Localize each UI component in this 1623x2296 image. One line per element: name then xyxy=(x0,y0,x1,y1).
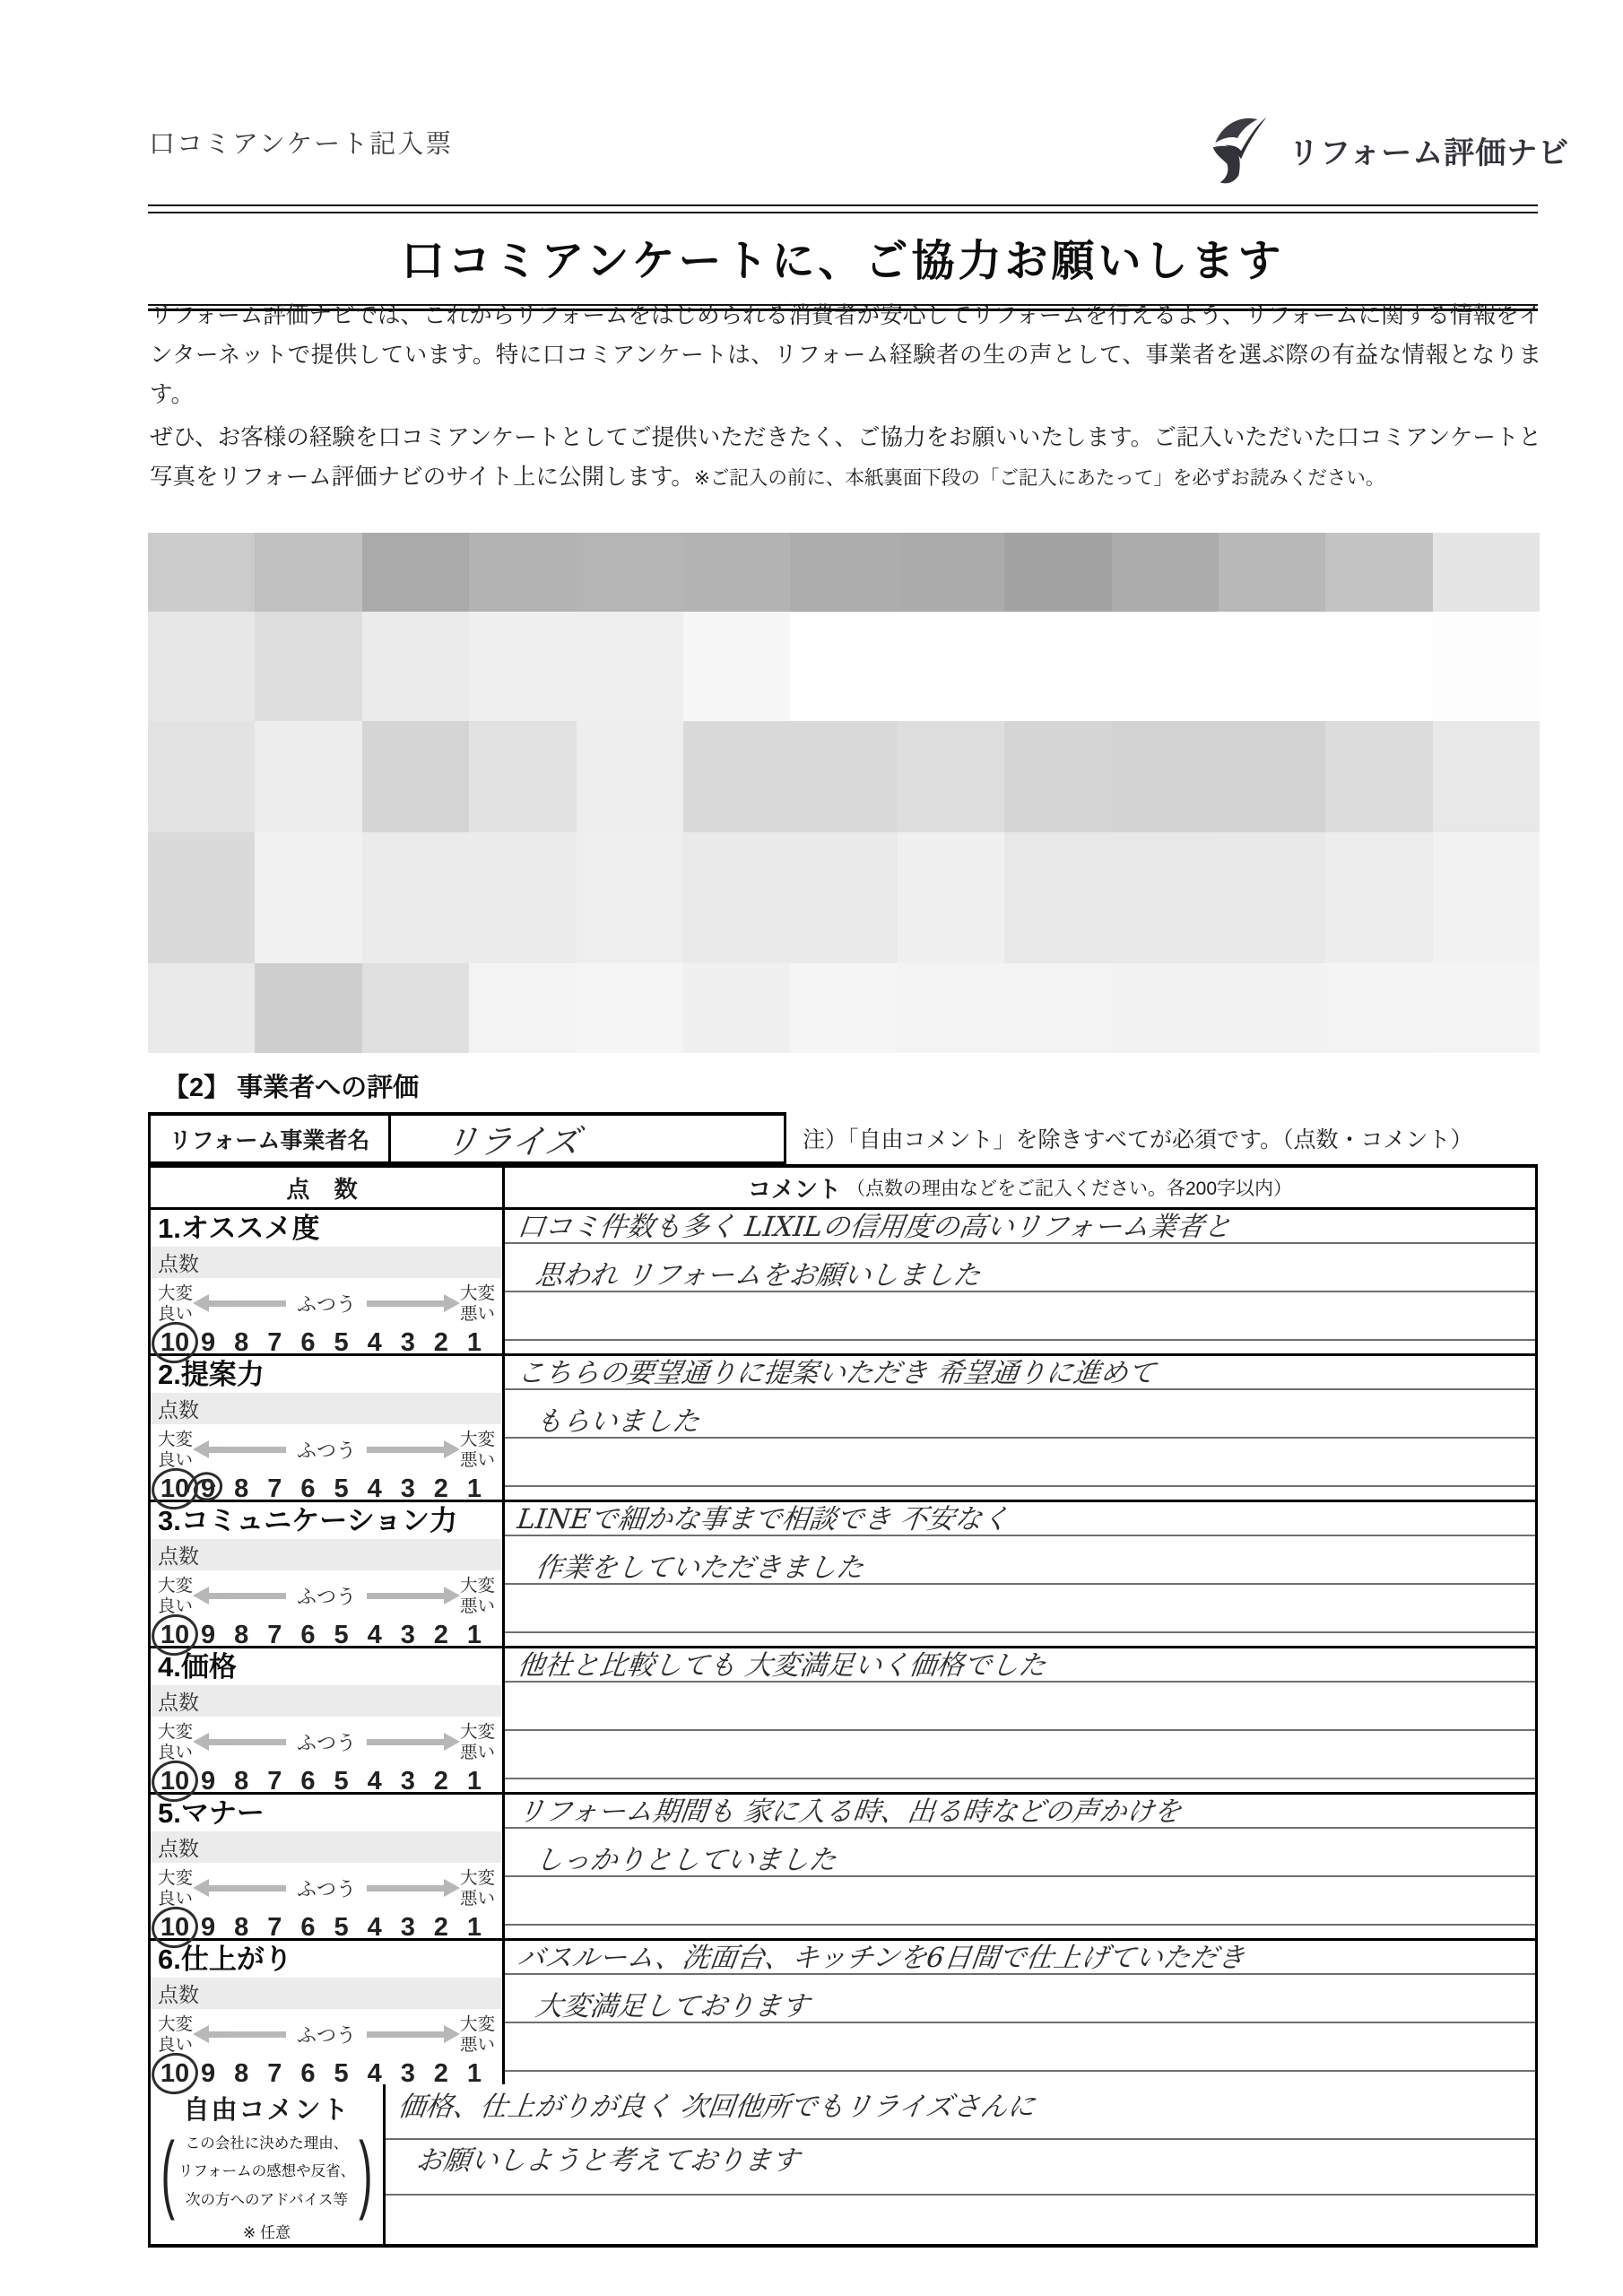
intro-paragraph-2 xyxy=(150,418,1541,497)
score-number: 3 xyxy=(400,1327,415,1357)
score-scale xyxy=(151,1424,502,1474)
comment-handwriting: 大変満足しております xyxy=(533,1991,812,2022)
score-number: 1 xyxy=(466,1327,482,1357)
score-number: 6 xyxy=(300,1474,316,1503)
score-number: 4 xyxy=(367,2058,382,2088)
score-scale xyxy=(151,1863,502,1912)
comment-handwriting: LINEで細かな事まで相談でき 不安なく xyxy=(515,1504,1011,1535)
writing-rule xyxy=(505,1729,1535,1731)
mosaic-cell xyxy=(469,832,576,963)
mosaic-cell xyxy=(1004,721,1111,832)
score-scale xyxy=(151,1570,502,1620)
score-label: 点数 xyxy=(151,1831,502,1863)
mosaic-cell xyxy=(1325,533,1432,612)
mosaic-cell xyxy=(790,533,897,612)
scale-right-label: 大変 悪い xyxy=(459,2014,495,2055)
rating-row xyxy=(151,1941,1535,2088)
mosaic-cell xyxy=(255,612,361,721)
mosaic-cell xyxy=(790,721,897,832)
score-label: 点数 xyxy=(151,1685,502,1717)
writing-rule xyxy=(386,2194,1535,2196)
score-number: 8 xyxy=(234,1474,249,1503)
mosaic-cell xyxy=(683,832,790,963)
intro-text xyxy=(150,296,1541,501)
score-numbers xyxy=(151,1621,502,1650)
scale-left-label: 大変 良い xyxy=(158,2014,194,2055)
rating-row xyxy=(151,1502,1535,1648)
mosaic-cell xyxy=(683,721,790,832)
score-cell xyxy=(151,1795,505,1942)
score-number: 4 xyxy=(367,1912,382,1942)
score-number: 9 xyxy=(193,1474,223,1504)
mosaic-cell xyxy=(469,533,576,612)
score-number: 8 xyxy=(234,1912,249,1942)
score-number: 6 xyxy=(300,1620,316,1649)
score-number: 7 xyxy=(267,1474,282,1503)
score-number: 9 xyxy=(201,1327,216,1357)
free-comment-optional: ※ 任意 xyxy=(243,2224,291,2242)
comment-handwriting: もらいました xyxy=(533,1406,702,1438)
scale-middle-label: ふつう xyxy=(296,1732,356,1755)
scale-arrow-right-icon xyxy=(367,1593,453,1599)
mosaic-cell xyxy=(469,963,576,1053)
comment-handwriting: 思われ リフォームをお願いしました xyxy=(533,1260,983,1292)
mosaic-cell xyxy=(1004,963,1111,1053)
rating-item-title: 6.仕上がり xyxy=(158,1944,292,1975)
mosaic-cell xyxy=(255,721,361,832)
free-comment-label-cell xyxy=(151,2084,386,2244)
score-number-circled: 10 xyxy=(160,1620,190,1649)
score-cell xyxy=(151,1941,505,2088)
comment-cell xyxy=(505,1210,1535,1353)
score-cell xyxy=(151,1356,505,1503)
score-number: 7 xyxy=(267,1912,282,1942)
comment-handwriting: こちらの要望通りに提案いただき 希望通りに進めて xyxy=(515,1358,1158,1389)
score-number: 4 xyxy=(367,1474,382,1503)
score-cell xyxy=(151,1502,505,1649)
score-number: 7 xyxy=(267,1327,282,1357)
comment-header-note: （点数の理由などをご記入ください。各200字以内） xyxy=(846,1178,1293,1199)
scale-left-label: 大変 良い xyxy=(158,1283,194,1324)
mosaic-row xyxy=(148,721,1540,832)
mosaic-cell xyxy=(148,533,255,612)
free-comment-row xyxy=(151,2084,1535,2244)
rating-item-title: 1.オススメ度 xyxy=(158,1213,320,1244)
score-number: 1 xyxy=(466,1912,482,1942)
scale-right-label: 大変 悪い xyxy=(459,1722,495,1762)
table-header-row xyxy=(151,1168,1535,1210)
score-number: 9 xyxy=(201,1912,216,1942)
mosaic-cell xyxy=(898,612,1004,721)
mosaic-cell xyxy=(1219,963,1325,1053)
comment-handwriting: しっかりとしていました xyxy=(533,1845,838,1876)
score-number: 9 xyxy=(201,2058,216,2088)
scale-arrow-right-icon xyxy=(367,1300,453,1307)
score-number: 3 xyxy=(400,1474,415,1503)
free-comment-description xyxy=(161,2123,373,2222)
comment-handwriting: 他社と比較しても 大変満足いく価格でした xyxy=(515,1650,1048,1682)
mosaic-cell xyxy=(1325,832,1432,963)
score-number: 8 xyxy=(234,1766,249,1796)
free-comment-handwriting: 価格、仕上がりが良く 次回他所でもリライズさんに xyxy=(395,2092,1037,2123)
redacted-photo-area xyxy=(148,533,1540,1053)
score-number-circled: 10 xyxy=(160,1327,190,1357)
scale-right-label: 大変 悪い xyxy=(459,1868,495,1909)
mosaic-cell xyxy=(362,612,469,721)
comment-handwriting: リフォーム期間も 家に入る時、出る時などの声かけを xyxy=(515,1796,1184,1828)
mosaic-cell xyxy=(1112,612,1219,721)
writing-rule xyxy=(505,1631,1535,1633)
score-scale xyxy=(151,1278,502,1327)
scale-left-label: 大変 良い xyxy=(158,1430,194,1470)
score-number-circled: 10 xyxy=(160,2058,190,2088)
comment-cell xyxy=(505,1648,1535,1792)
free-desc-line: この会社に決めた理由、 xyxy=(185,2135,349,2152)
rating-item-title: 5.マナー xyxy=(158,1797,265,1829)
mosaic-cell xyxy=(898,533,1004,612)
scale-arrow-right-icon xyxy=(367,1447,453,1453)
mosaic-cell xyxy=(790,612,897,721)
mosaic-row xyxy=(148,533,1540,612)
brand-logo-icon xyxy=(1206,112,1276,187)
score-number: 1 xyxy=(466,2058,482,2088)
mosaic-cell xyxy=(1325,612,1432,721)
score-number: 2 xyxy=(433,1327,448,1357)
rating-row xyxy=(151,1648,1535,1795)
score-number: 5 xyxy=(334,1327,349,1357)
mosaic-cell xyxy=(683,612,790,721)
score-number: 7 xyxy=(267,1766,282,1796)
rating-item-title: 4.価格 xyxy=(158,1651,237,1683)
free-comment-cell xyxy=(386,2084,1535,2244)
scale-left-label: 大変 良い xyxy=(158,1868,194,1909)
scale-middle-label: ふつう xyxy=(296,1586,356,1609)
rating-row xyxy=(151,1795,1535,1941)
writing-rule xyxy=(505,1924,1535,1926)
score-scale xyxy=(151,1717,502,1766)
scale-arrow-left-icon xyxy=(200,1447,286,1453)
score-number: 2 xyxy=(433,1912,448,1942)
mosaic-cell xyxy=(577,533,683,612)
mosaic-row xyxy=(148,832,1540,963)
scale-right-label: 大変 悪い xyxy=(459,1576,495,1616)
score-number: 8 xyxy=(234,1327,249,1357)
free-desc-line: リフォームの感想や反省、 xyxy=(178,2163,356,2180)
score-label: 点数 xyxy=(151,1539,502,1570)
intro-paragraph-2-main: ぜひ、お客様の経験を口コミアンケートとしてご提供いただきたく、ご協力をお願いいたします。ご記入いただいた口コミアンケートと写真をリフォーム評価ナビのサイト上に公開します。 xyxy=(150,425,1541,491)
mosaic-cell xyxy=(683,963,790,1053)
score-number: 2 xyxy=(433,1620,448,1649)
vendor-row xyxy=(148,1112,1538,1164)
score-number: 5 xyxy=(334,2058,349,2088)
score-label: 点数 xyxy=(151,1393,502,1424)
free-comment-handwriting: お願いしようと考えております xyxy=(413,2145,802,2177)
mosaic-cell xyxy=(1112,533,1219,612)
score-number: 1 xyxy=(466,1766,482,1796)
mosaic-cell xyxy=(683,533,790,612)
mosaic-cell xyxy=(1219,533,1325,612)
scale-left-label: 大変 良い xyxy=(158,1576,194,1616)
mosaic-cell xyxy=(577,721,683,832)
free-comment-description-lines xyxy=(175,2130,359,2214)
mosaic-cell xyxy=(469,612,576,721)
mosaic-cell xyxy=(148,963,255,1053)
comment-cell xyxy=(505,1356,1535,1500)
score-column-header: 点 数 xyxy=(151,1168,505,1207)
mosaic-cell xyxy=(1004,612,1111,721)
score-number: 2 xyxy=(433,1766,448,1796)
vendor-box xyxy=(148,1112,786,1164)
mosaic-cell xyxy=(1433,832,1540,963)
scale-right-label: 大変 悪い xyxy=(459,1430,495,1470)
free-comment-title: 自由コメント xyxy=(183,2096,351,2125)
brand-name: リフォーム評価ナビ xyxy=(1289,135,1570,170)
brand-logo xyxy=(1206,112,1569,187)
writing-rule xyxy=(505,1778,1535,1779)
rating-row xyxy=(151,1356,1535,1502)
score-number: 3 xyxy=(400,1766,415,1796)
mosaic-cell xyxy=(362,832,469,963)
mosaic-row xyxy=(148,612,1540,721)
score-numbers xyxy=(151,1913,502,1943)
mosaic-cell xyxy=(1219,612,1325,721)
mosaic-cell xyxy=(1433,533,1540,612)
mosaic-cell xyxy=(1004,832,1111,963)
scale-arrow-left-icon xyxy=(200,1885,286,1892)
comment-handwriting: 口コミ件数も多く LIXILの信用度の高いリフォーム業者と xyxy=(515,1212,1234,1243)
mosaic-cell xyxy=(1433,612,1540,721)
scale-arrow-left-icon xyxy=(200,2031,286,2038)
scale-arrow-left-icon xyxy=(200,1300,286,1307)
document-label: 口コミアンケート記入票 xyxy=(149,130,454,159)
mosaic-cell xyxy=(898,832,1004,963)
score-cell xyxy=(151,1648,505,1796)
comment-handwriting: 作業をしていただきました xyxy=(533,1552,866,1584)
rating-item-title: 3.コミュニケーション力 xyxy=(158,1505,457,1536)
mosaic-cell xyxy=(362,721,469,832)
score-cell xyxy=(151,1210,505,1357)
score-number: 3 xyxy=(400,2058,415,2088)
score-numbers xyxy=(151,1328,502,1358)
score-numbers xyxy=(151,1767,502,1796)
writing-rule xyxy=(505,2070,1535,2072)
writing-rule xyxy=(505,1485,1535,1487)
scale-middle-label: ふつう xyxy=(296,1293,356,1317)
scale-arrow-left-icon xyxy=(200,1593,286,1599)
mosaic-cell xyxy=(1325,963,1432,1053)
mosaic-cell xyxy=(1219,721,1325,832)
rating-row xyxy=(151,1210,1535,1356)
score-number: 5 xyxy=(334,1474,349,1503)
score-number: 8 xyxy=(234,1620,249,1649)
score-number: 6 xyxy=(300,1766,316,1796)
free-desc-line: 次の方へのアドバイス等 xyxy=(185,2191,348,2208)
score-number: 1 xyxy=(466,1474,482,1503)
section-2-heading: 【2】 事業者への評価 xyxy=(163,1074,420,1102)
close-paren: ) xyxy=(359,2123,373,2222)
mosaic-cell xyxy=(148,612,255,721)
mosaic-cell xyxy=(577,832,683,963)
mosaic-cell xyxy=(148,832,255,963)
mosaic-cell xyxy=(1219,832,1325,963)
mosaic-cell xyxy=(1325,721,1432,832)
scale-middle-label: ふつう xyxy=(296,1878,356,1901)
mosaic-cell xyxy=(469,721,576,832)
mosaic-cell xyxy=(790,963,897,1053)
score-number-circled: 10 xyxy=(160,1474,190,1503)
mosaic-cell xyxy=(255,533,361,612)
comment-header-main: コメント xyxy=(747,1175,841,1203)
rating-item-title: 2.提案力 xyxy=(158,1359,265,1390)
score-numbers xyxy=(151,1474,502,1504)
required-note: 注）「自由コメント」を除きすべてが必須です。（点数・コメント） xyxy=(803,1127,1473,1152)
evaluation-table xyxy=(148,1164,1538,2248)
score-number: 6 xyxy=(300,1912,316,1942)
score-number-circled: 10 xyxy=(160,1912,190,1942)
mosaic-cell xyxy=(577,963,683,1053)
scale-middle-label: ふつう xyxy=(296,2024,356,2048)
score-number: 5 xyxy=(334,1912,349,1942)
score-number: 8 xyxy=(234,2058,249,2088)
comment-cell xyxy=(505,1941,1535,2084)
scale-left-label: 大変 良い xyxy=(158,1722,194,1762)
intro-paragraph-2-note: ※ご記入の前に、本紙裏面下段の「ご記入にあたって」を必ずお読みください。 xyxy=(693,467,1385,490)
mosaic-row xyxy=(148,963,1540,1053)
score-number: 7 xyxy=(267,2058,282,2088)
writing-rule xyxy=(386,2138,1535,2140)
comment-cell xyxy=(505,1502,1535,1646)
mosaic-cell xyxy=(898,721,1004,832)
score-number: 4 xyxy=(367,1327,382,1357)
page-title: 口コミアンケートに、ご協力お願いします xyxy=(401,238,1285,285)
score-number: 1 xyxy=(466,1620,482,1649)
comment-column-header xyxy=(505,1168,1535,1207)
score-number: 7 xyxy=(267,1620,282,1649)
score-number: 5 xyxy=(334,1620,349,1649)
mosaic-cell xyxy=(1433,963,1540,1053)
score-number-circled: 10 xyxy=(160,1766,190,1796)
score-scale xyxy=(151,2009,502,2058)
vendor-name-field xyxy=(391,1116,784,1161)
score-number: 3 xyxy=(400,1620,415,1649)
score-number: 5 xyxy=(334,1766,349,1796)
scale-right-label: 大変 悪い xyxy=(459,1283,495,1324)
mosaic-cell xyxy=(148,721,255,832)
score-number: 9 xyxy=(201,1766,216,1796)
mosaic-cell xyxy=(1112,721,1219,832)
score-number: 6 xyxy=(300,1327,316,1357)
comment-cell xyxy=(505,1795,1535,1938)
mosaic-cell xyxy=(1112,832,1219,963)
scale-arrow-right-icon xyxy=(367,1739,453,1745)
score-number: 4 xyxy=(367,1620,382,1649)
mosaic-cell xyxy=(790,832,897,963)
scale-middle-label: ふつう xyxy=(296,1439,356,1463)
mosaic-cell xyxy=(1112,963,1219,1053)
scale-arrow-left-icon xyxy=(200,1739,286,1745)
mosaic-cell xyxy=(1433,721,1540,832)
scale-arrow-right-icon xyxy=(367,2031,453,2038)
score-label: 点数 xyxy=(151,1247,502,1278)
mosaic-cell xyxy=(362,963,469,1053)
score-number: 2 xyxy=(433,1474,448,1503)
score-number: 2 xyxy=(433,2058,448,2088)
mosaic-cell xyxy=(577,612,683,721)
score-number: 6 xyxy=(300,2058,316,2088)
mosaic-cell xyxy=(255,963,361,1053)
score-label: 点数 xyxy=(151,1978,502,2009)
open-paren: ( xyxy=(161,2123,175,2222)
mosaic-cell xyxy=(255,832,361,963)
intro-paragraph-1: リフォーム評価ナビでは、これからリフォームをはじめられる消費者が安心してリフォームを行えるよう、リフォームに関する情報をインターネットで提供しています。特に口コミアンケートは、リフォーム経験者の生の声として、事業者を選ぶ際の有益な情報となります。 xyxy=(150,303,1541,408)
writing-rule xyxy=(505,1339,1535,1341)
score-number: 9 xyxy=(201,1620,216,1649)
score-number: 3 xyxy=(400,1912,415,1942)
vendor-name-handwritten: リライズ xyxy=(441,1122,582,1161)
comment-handwriting: バスルーム、洗面台、キッチンを6日間で仕上げていただき xyxy=(515,1943,1247,1974)
mosaic-cell xyxy=(1004,533,1111,612)
mosaic-cell xyxy=(898,963,1004,1053)
vendor-name-label: リフォーム事業者名 xyxy=(151,1116,391,1161)
mosaic-cell xyxy=(362,533,469,612)
score-number: 4 xyxy=(367,1766,382,1796)
scale-arrow-right-icon xyxy=(367,1885,453,1892)
